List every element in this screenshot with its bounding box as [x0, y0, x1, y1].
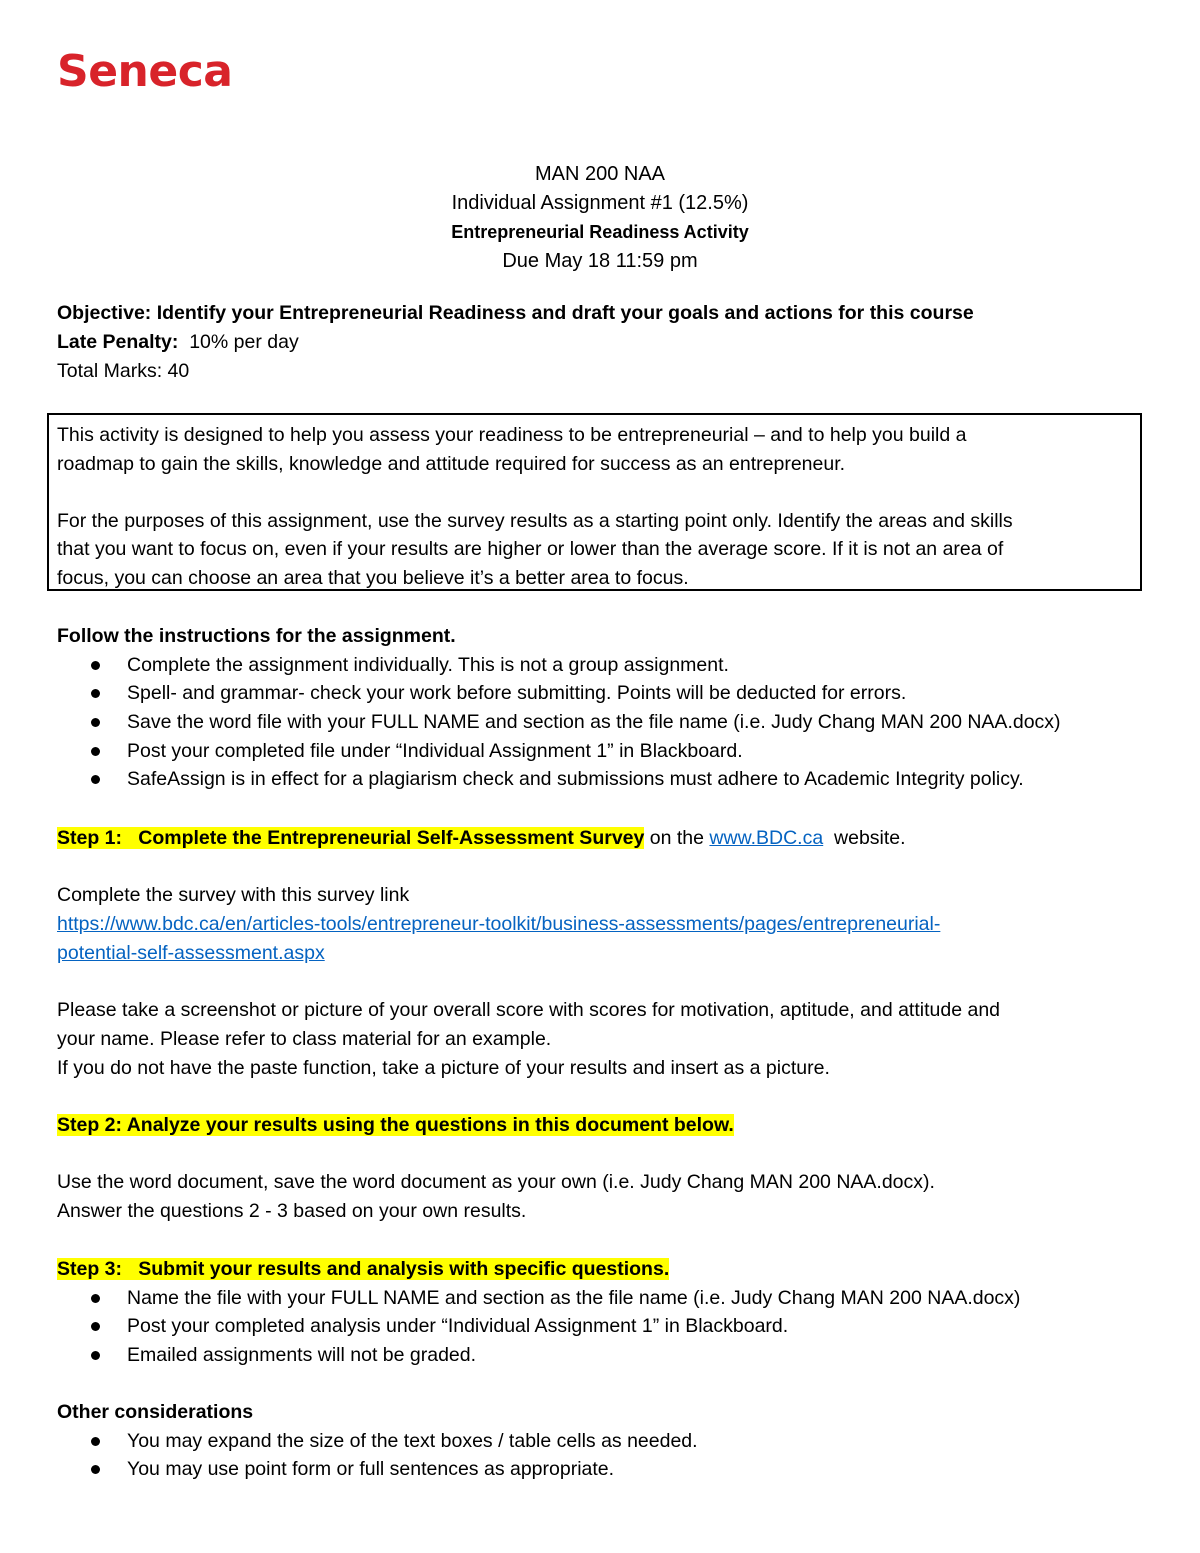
bullet-icon: [91, 747, 100, 756]
instructions-section: [57, 622, 1152, 794]
step3-list: [57, 1284, 1152, 1370]
other-list: [57, 1427, 1152, 1484]
bullet-icon: [91, 689, 100, 698]
instructions-list: [57, 651, 1152, 794]
objective-line: [57, 299, 1152, 328]
description-box: [47, 413, 1142, 591]
other-heading: Other considerations: [57, 1401, 254, 1423]
activity-title: Entrepreneurial Readiness Activity: [451, 222, 749, 242]
list-item: Post your completed analysis under “Individual Assignment 1” in Blackboard.: [57, 1312, 1152, 1341]
total-marks: Total Marks: 40: [57, 360, 190, 382]
instructions-heading: Follow the instructions for the assignment.: [57, 625, 456, 647]
other-considerations-section: [57, 1398, 1152, 1484]
bullet-icon: [91, 775, 100, 784]
assignment-meta: [57, 299, 1152, 386]
step1-label: Step 1: Complete the Entrepreneurial Self-Assessment Survey: [57, 827, 645, 849]
step2-label: Step 2: Analyze your results using the questions in this document below.: [57, 1114, 734, 1136]
step1-section: [57, 824, 1152, 1082]
box-line: that you want to focus on, even if your results are higher or lower than the average score. If it is not an area of: [57, 538, 1004, 560]
objective-label: Objective:: [57, 302, 152, 324]
step3-label: Step 3: Submit your results and analysis with specific questions.: [57, 1258, 670, 1280]
survey-intro: Complete the survey with this survey link: [57, 884, 410, 907]
box-line: For the purposes of this assignment, use the survey results as a starting point only. Identify the areas and skills: [57, 509, 1013, 532]
bullet-icon: [91, 661, 100, 670]
screenshot-instructions: Please take a screenshot or picture of your overall score with scores for motivation, aptitude, and attitude and: [57, 999, 1001, 1022]
list-item: Spell- and grammar- check your work before submitting. Points will be deducted for errors.: [57, 679, 1152, 708]
due-date: Due May 18 11:59 pm: [502, 250, 698, 272]
late-penalty-line: [57, 328, 1152, 357]
list-item: Complete the assignment individually. This is not a group assignment.: [57, 651, 1152, 680]
objective-text: Identify your Entrepreneurial Readiness and draft your goals and actions for this course: [151, 302, 974, 324]
bullet-icon: [91, 1465, 100, 1474]
step2-line: Use the word document, save the word document as your own (i.e. Judy Chang MAN 200 NAA.docx).: [57, 1171, 935, 1194]
box-line: focus, you can choose an area that you believe it’s a better area to focus.: [57, 566, 689, 589]
bdc-site-link[interactable]: www.BDC.ca: [709, 827, 824, 849]
step1-line: Step 1: Complete the Entrepreneurial Self-Assessment Survey on the www.BDC.ca website.: [57, 827, 906, 849]
step3-section: [57, 1255, 1152, 1370]
list-item: Name the file with your FULL NAME and section as the file name (i.e. Judy Chang MAN 200 NAA.docx): [57, 1284, 1152, 1313]
bullet-icon: [91, 1437, 100, 1446]
bullet-icon: [91, 1294, 100, 1303]
box-line: roadmap to gain the skills, knowledge and attitude required for success as an entrepreneur.: [57, 452, 846, 475]
document-header: [0, 160, 1200, 276]
screenshot-instructions: your name. Please refer to class material for an example.: [57, 1027, 552, 1050]
assignment-title: Individual Assignment #1 (12.5%): [451, 192, 749, 214]
bullet-icon: [91, 718, 100, 727]
box-line: This activity is designed to help you assess your readiness to be entrepreneurial – and to help you build a: [57, 424, 967, 446]
bullet-icon: [91, 1322, 100, 1331]
bullet-icon: [91, 1351, 100, 1360]
late-penalty-label: Late Penalty:: [57, 331, 179, 353]
survey-link[interactable]: https://www.bdc.ca/en/articles-tools/entrepreneur-toolkit/business-assessments/pages/entrepreneurial-: [57, 913, 941, 936]
list-item: Post your completed file under “Individual Assignment 1” in Blackboard.: [57, 737, 1152, 766]
list-item: You may expand the size of the text boxes / table cells as needed.: [57, 1427, 1152, 1456]
list-item: Save the word file with your FULL NAME and section as the file name (i.e. Judy Chang MAN 200 NAA.docx): [57, 708, 1152, 737]
course-code: MAN 200 NAA: [534, 163, 666, 185]
late-penalty-text: 10% per day: [178, 331, 299, 353]
step2-line: Answer the questions 2 - 3 based on your own results.: [57, 1200, 527, 1223]
list-item: Emailed assignments will not be graded.: [57, 1341, 1152, 1370]
survey-link-continued[interactable]: potential-self-assessment.aspx: [57, 941, 325, 964]
list-item: SafeAssign is in effect for a plagiarism check and submissions must adhere to Academic Integrity policy.: [57, 765, 1152, 794]
list-item: You may use point form or full sentences as appropriate.: [57, 1455, 1152, 1484]
step2-section: [57, 1111, 1152, 1226]
screenshot-instructions: If you do not have the paste function, take a picture of your results and insert as a picture.: [57, 1056, 830, 1079]
seneca-logo: Seneca: [57, 46, 233, 97]
